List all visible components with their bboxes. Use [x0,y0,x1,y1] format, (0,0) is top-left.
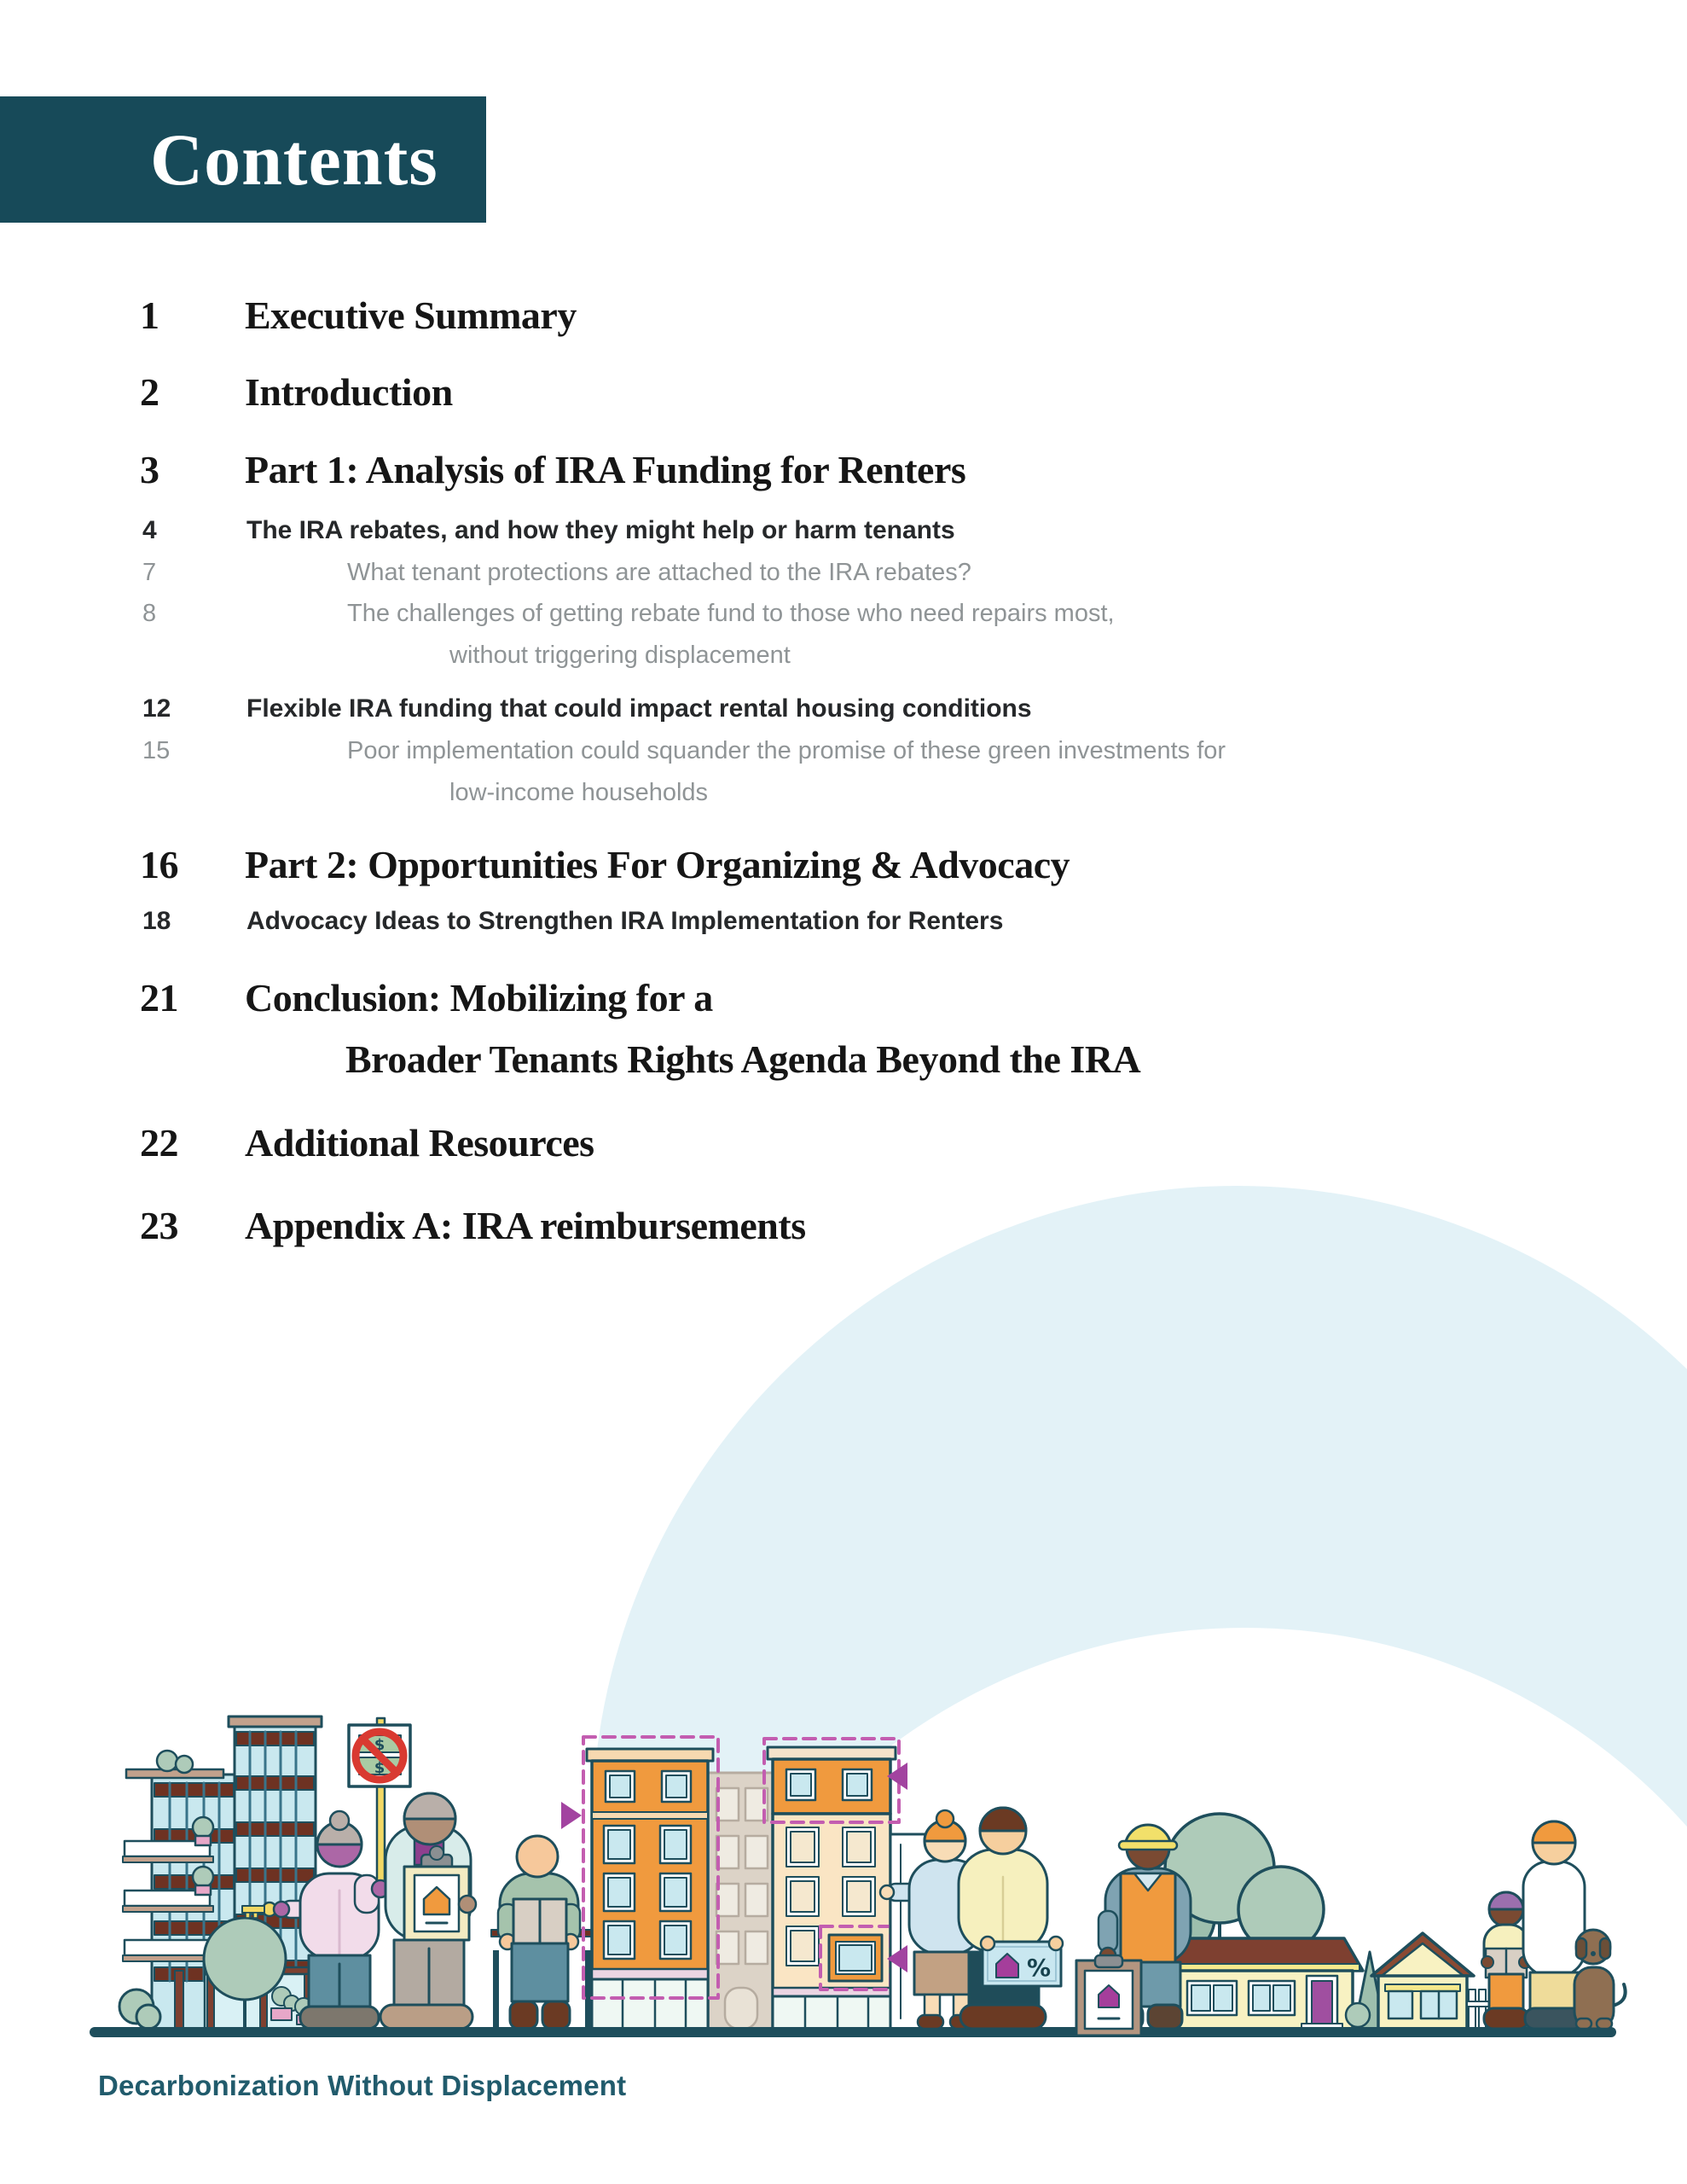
toc-page-number: 4 [142,516,157,544]
toc-page-number: 15 [142,737,171,764]
toc-page-number: 2 [140,370,159,414]
toc-entry-label: Appendix A: IRA reimbursements [245,1204,806,1247]
dollar-glyph: $ [374,1736,386,1754]
toc-entry-label: Flexible IRA funding that could impact rental housing conditions [246,694,1032,723]
toc-entry-label: Part 2: Opportunities For Organizing & Advocacy [245,843,1070,886]
toc-page-number: 21 [140,976,178,1019]
teal-apartment-building [119,1716,322,2029]
clipboard [1076,1955,1141,2036]
toc-entry-label: Conclusion: Mobilizing for a [245,976,713,1019]
toc-page-number: 7 [142,559,157,586]
toc-page-number: 16 [140,843,178,886]
toc-entry-label: What tenant protections are attached to the IRA rebates? [347,559,971,586]
toc-entry-continuation[interactable]: without triggering displacement [449,642,791,669]
balconies [123,1841,213,1961]
rebate-note [983,1942,1061,1986]
percent-glyph: % [1026,1954,1052,1982]
orange-apartment-building [587,1747,896,2029]
toc-page-number: 22 [140,1121,178,1165]
toc-entry-label: Additional Resources [245,1121,594,1165]
footer-title: Decarbonization Without Displacement [98,2070,627,2101]
toc-page-number: 18 [142,907,171,935]
toc-entry-label: Introduction [245,370,453,414]
toc-entry-continuation[interactable]: Broader Tenants Rights Agenda Beyond the IRA [345,1037,1141,1081]
toc-page-number: 12 [142,694,171,723]
street-tree [204,1918,286,2000]
toc-page-number: 3 [140,448,159,491]
toc-entry-label: The challenges of getting rebate fund to those who need repairs most, [347,600,1115,627]
page-title: Contents [150,119,438,200]
dollar-glyph: $ [374,1759,386,1777]
toc-page-number: 23 [140,1204,178,1247]
toc-entry-label: Part 1: Analysis of IRA Funding for Renters [245,448,966,491]
toc-entry-label: Poor implementation could squander the promise of these green investments for [347,737,1226,764]
toc-page-number: 8 [142,600,157,627]
highlighted-window [829,1935,882,1981]
toc-entry-label: The IRA rebates, and how they might help or harm tenants [246,516,955,544]
toc-page-number: 1 [140,293,159,337]
toc-entry-label: Advocacy Ideas to Strengthen IRA Implementation for Renters [246,907,1004,935]
cursor-right-icon [561,1802,582,1829]
elderly-man-with-house-frame [380,1793,476,2029]
street-line [90,2027,1616,2037]
wheelchair-reader [491,1836,594,2029]
toc-entry-label: Executive Summary [245,293,577,337]
toc-entry-continuation[interactable]: low-income households [449,779,709,806]
